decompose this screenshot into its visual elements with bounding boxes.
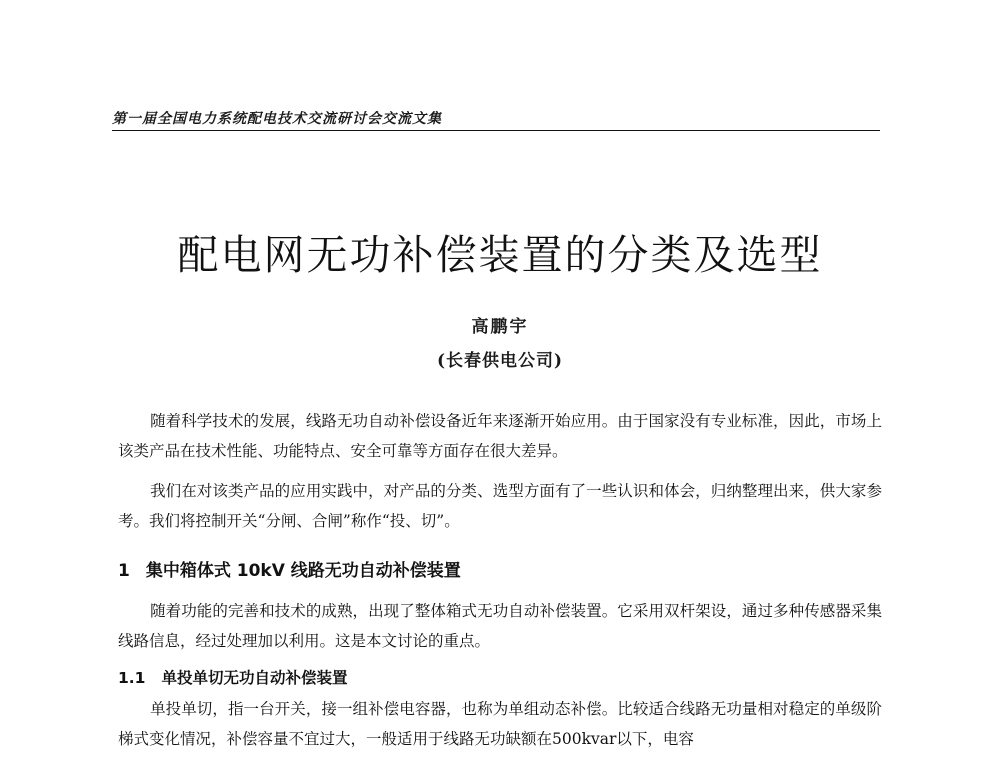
author-name: 高鹏宇 bbox=[471, 317, 529, 337]
paragraph-intro-2 bbox=[118, 476, 882, 536]
paragraph-section-1 bbox=[118, 596, 882, 656]
author-affiliation: (长春供电公司) bbox=[436, 351, 564, 371]
running-header: 第一届全国电力系统配电技术交流研讨会交流文集 bbox=[112, 111, 442, 127]
paragraph-intro-1 bbox=[118, 406, 882, 466]
section-heading-1-1 bbox=[118, 666, 347, 688]
paragraph-text: 随着功能的完善和技术的成熟，出现了整体箱式无功自动补偿装置。它采用双杆架设，通过多种传感器采集线路信息，经过处理加以利用。这是本文讨论的重点。 bbox=[118, 602, 882, 650]
section-heading-1 bbox=[118, 556, 461, 581]
paragraph-section-1-1 bbox=[118, 694, 882, 754]
paper-title: 配电网无功补偿装置的分类及选型 bbox=[177, 231, 823, 279]
section-title: 集中箱体式 10kV 线路无功自动补偿装置 bbox=[145, 561, 461, 581]
paragraph-text: 单投单切，指一台开关，接一组补偿电容器，也称为单组动态补偿。比较适合线路无功量相对稳定的单级阶梯式变化情况，补偿容量不宜过大，一般适用于线路无功缺额在500kvar以下，电容 bbox=[118, 700, 882, 748]
paragraph-text: 我们在对该类产品的应用实践中，对产品的分类、选型方面有了一些认识和体会，归纳整理出来，供大家参考。我们将控制开关“分闸、合闸”称作“投、切”。 bbox=[118, 482, 882, 530]
section-title: 单投单切无功自动补偿装置 bbox=[161, 669, 348, 687]
header-rule bbox=[112, 130, 880, 131]
section-number: 1.1 bbox=[118, 669, 146, 687]
paragraph-text: 随着科学技术的发展，线路无功自动补偿设备近年来逐渐开始应用。由于国家没有专业标准，因此，市场上该类产品在技术性能、功能特点、安全可靠等方面存在很大差异。 bbox=[118, 412, 882, 460]
section-number: 1 bbox=[118, 561, 130, 581]
